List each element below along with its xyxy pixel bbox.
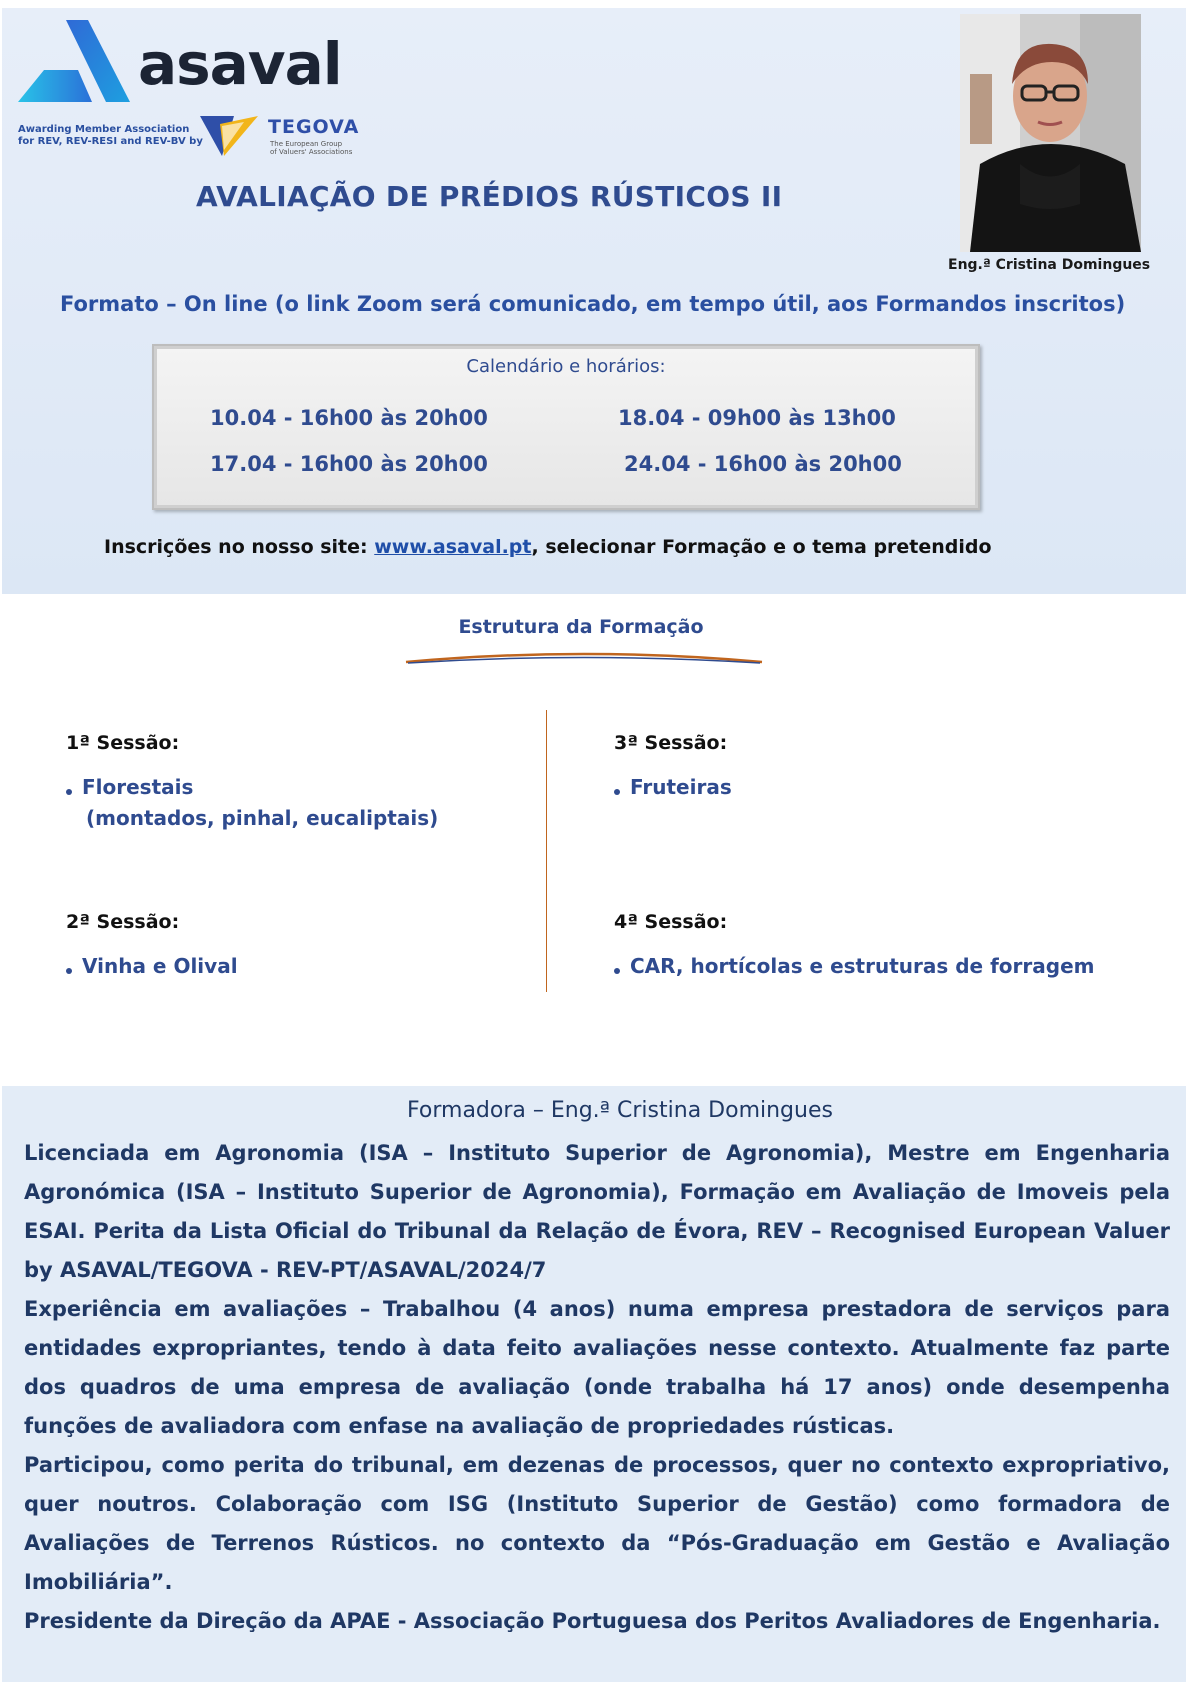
session-1-topic: Florestais (82, 775, 194, 799)
bio-paragraph-3: Participou, como perita do tribunal, em dezenas de processos, quer no contexto expropriativo, quer noutros. Colaboração com ISG (Instituto Superior de Gestão) como formadora de Avaliações de Terrenos Rústicos. no contexto da “Pós-Graduação em Gestão e Avaliação Imobiliária”. (24, 1453, 1170, 1594)
tegova-subtitle (270, 140, 360, 156)
session-2-topic: Vinha e Olival (82, 954, 238, 978)
awarding-line-2: for REV, REV-RESI and REV-BV by (18, 136, 203, 147)
session-4-topic: CAR, hortícolas e estruturas de forragem (630, 954, 1095, 978)
bio-text (24, 1134, 1170, 1641)
session-3-topic: Fruteiras (630, 775, 732, 799)
sessions-divider (546, 710, 547, 992)
asaval-logo-mark-icon (18, 20, 138, 106)
session-3-item (614, 772, 732, 803)
tegova-sub-1: The European Group (270, 140, 343, 148)
format-line: Formato – On line (o link Zoom será comunicado, em tempo útil, aos Formandos inscritos) (60, 292, 1126, 316)
session-1-item (66, 772, 438, 834)
session-1-topic-detail: (montados, pinhal, eucaliptais) (86, 806, 439, 830)
tegova-logo-icon (200, 116, 260, 158)
bio-paragraph-1: Licenciada em Agronomia (ISA – Instituto Superior de Agronomia), Mestre em Engenharia Agronómica (ISA – Instituto Superior de Agronomia), Formação em Avaliação de Imoveis pela ESAI. Perita da Lista Oficial do Tribunal da Relação de Évora, REV – Recognised European Valuer by ASAVAL/TEGOVA - REV-PT/ASAVAL/2024/7 (24, 1141, 1170, 1282)
schedule-title: Calendário e horários: (466, 356, 666, 377)
awarding-text (18, 124, 203, 148)
website-link[interactable]: www.asaval.pt (374, 536, 532, 558)
bullet-icon (614, 789, 620, 795)
page-title: AVALIAÇÃO DE PRÉDIOS RÚSTICOS II (196, 180, 783, 213)
session-4-item (614, 951, 1094, 982)
tegova-sub-2: of Valuers' Associations (270, 148, 353, 156)
registration-prefix: Inscrições no nosso site: (104, 536, 375, 558)
bullet-icon (66, 789, 72, 795)
session-1-heading: 1ª Sessão: (66, 732, 180, 754)
schedule-box (152, 344, 980, 510)
session-3-heading: 3ª Sessão: (614, 732, 728, 754)
portrait-illustration (960, 14, 1141, 252)
schedule-entry: 18.04 - 09h00 às 13h00 (618, 406, 896, 430)
session-2-item (66, 951, 238, 982)
registration-suffix: , selecionar Formação e o tema pretendido (531, 536, 992, 558)
registration-line (104, 536, 992, 558)
tegova-wordmark: TEGOVA (268, 116, 360, 138)
schedule-entry: 17.04 - 16h00 às 20h00 (210, 452, 488, 476)
photo-caption: Eng.ª Cristina Domingues (948, 257, 1151, 273)
session-4-heading: 4ª Sessão: (614, 911, 728, 933)
bio-title: Formadora – Eng.ª Cristina Domingues (407, 1098, 833, 1123)
trainer-photo (960, 14, 1141, 252)
bio-paragraph-2: Experiência em avaliações – Trabalhou (4 anos) numa empresa prestadora de serviços para entidades expropriantes, tendo à data feito avaliações nesse contexto. Atualmente faz parte dos quadros de uma empresa de avaliação (onde trabalha há 17 anos) onde desempenha funções de avaliadora com enfase na avaliação de propriedades rústicas. (24, 1297, 1170, 1438)
schedule-entry: 24.04 - 16h00 às 20h00 (624, 452, 902, 476)
bullet-icon (614, 968, 620, 974)
asaval-logo (18, 20, 358, 115)
structure-underline (404, 650, 764, 664)
awarding-line-1: Awarding Member Association (18, 124, 190, 135)
schedule-entry: 10.04 - 16h00 às 20h00 (210, 406, 488, 430)
asaval-wordmark: asaval (138, 30, 342, 98)
session-2-heading: 2ª Sessão: (66, 911, 180, 933)
bullet-icon (66, 968, 72, 974)
structure-title: Estrutura da Formação (458, 616, 704, 638)
bio-paragraph-4: Presidente da Direção da APAE - Associação Portuguesa dos Peritos Avaliadores de Engenharia. (24, 1609, 1161, 1633)
